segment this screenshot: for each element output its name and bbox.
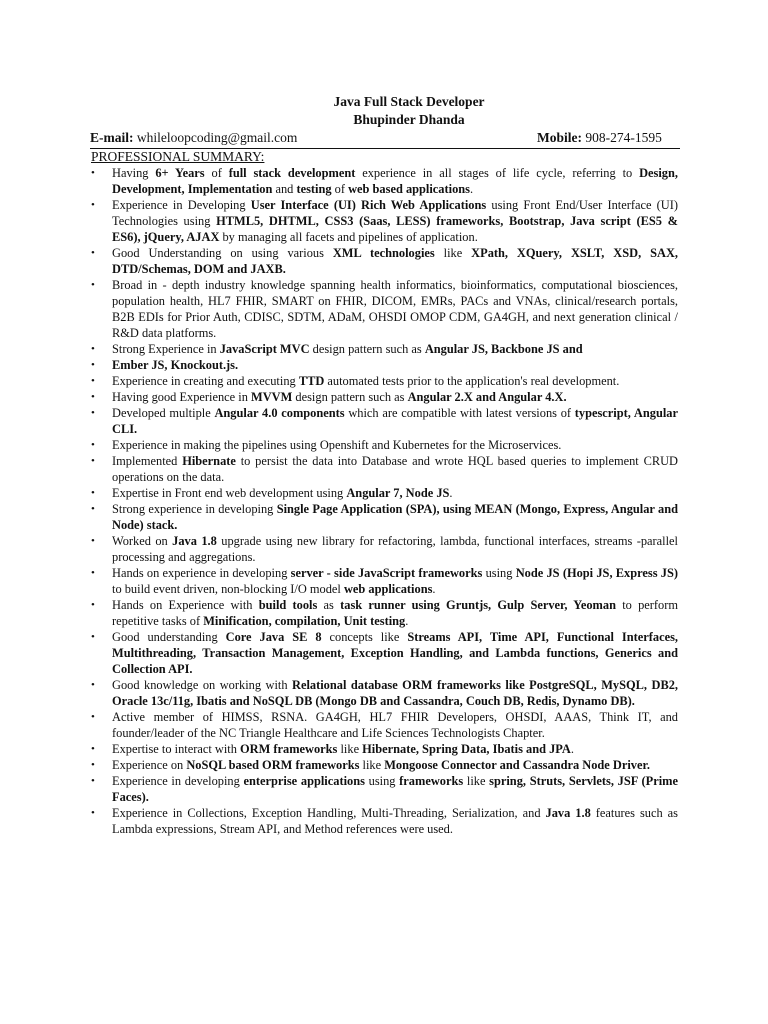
- summary-bullet-text: [112, 438, 561, 452]
- bullet-text-run: Experience in Collections, Exception Handling, Multi-Threading, Serialization, and: [112, 806, 546, 820]
- bullet-icon: •: [91, 343, 95, 355]
- summary-bullet-item: [91, 277, 678, 341]
- bullet-text-run: web applications: [343, 582, 433, 596]
- bullet-icon: •: [91, 807, 95, 819]
- summary-bullet-text: [112, 166, 678, 196]
- summary-bullet-item: [91, 805, 678, 837]
- summary-bullet-item: [91, 597, 678, 629]
- professional-summary-list: [91, 165, 678, 837]
- mobile-label: Mobile:: [537, 130, 582, 145]
- summary-bullet-text: [112, 390, 567, 404]
- summary-bullet-item: [91, 565, 678, 597]
- bullet-icon: •: [91, 711, 95, 723]
- bullet-icon: •: [91, 743, 95, 755]
- bullet-text-run: Minification, compilation, Unit testing: [203, 614, 406, 628]
- summary-bullet-text: [112, 502, 678, 532]
- bullet-text-run: like: [463, 774, 490, 788]
- bullet-text-run: Relational database ORM frameworks like PostgreSQL, MySQL, DB2, Oracle 13c/11g, Ibatis and NoSQL DB (Mongo DB and Cassandra, Couch DB, Redis, Dynamo DB).: [112, 678, 679, 708]
- bullet-text-run: using: [482, 566, 516, 580]
- bullet-icon: •: [91, 567, 95, 579]
- candidate-name: Bhupinder Dhanda: [353, 112, 465, 127]
- professional-summary-heading: PROFESSIONAL SUMMARY:: [91, 149, 265, 164]
- bullet-icon: •: [91, 535, 95, 547]
- bullet-text-run: typescript, Angular CLI.: [112, 406, 678, 436]
- bullet-text-run: ORM frameworks: [240, 742, 338, 756]
- bullet-icon: •: [91, 391, 95, 403]
- bullet-icon: •: [91, 167, 95, 179]
- bullet-icon: •: [91, 679, 95, 691]
- summary-bullet-item: [91, 773, 678, 805]
- bullet-text-run: which are compatible with latest versions of: [344, 406, 575, 420]
- summary-bullet-item: [91, 741, 678, 757]
- bullet-text-run: frameworks: [399, 774, 464, 788]
- bullet-text-run: Expertise in Front end web development using: [112, 486, 347, 500]
- bullet-icon: •: [91, 439, 95, 451]
- summary-bullet-text: [112, 630, 678, 676]
- bullet-text-run: automated tests prior to the application's real development.: [324, 374, 620, 388]
- bullet-icon: •: [91, 487, 95, 499]
- bullet-text-run: Streams API, Time API, Functional Interfaces, Multithreading, Transaction Management, Exception Handling, and Lambda functions, Generics and Collection API.: [112, 630, 679, 676]
- bullet-text-run: TTD: [298, 374, 325, 388]
- bullet-text-run: enterprise applications: [243, 774, 365, 788]
- summary-bullet-text: [112, 406, 678, 436]
- job-title: Java Full Stack Developer: [333, 94, 485, 109]
- bullet-text-run: to build event driven, non-blocking I/O model: [112, 582, 344, 596]
- bullet-text-run: Expertise to interact with: [112, 742, 240, 756]
- summary-bullet-text: [112, 678, 678, 708]
- bullet-text-run: web based applications: [348, 182, 470, 196]
- mobile-block: [537, 129, 662, 147]
- bullet-text-run: Worked on: [112, 534, 173, 548]
- bullet-text-run: Developed multiple: [112, 406, 215, 420]
- summary-bullet-text: [112, 534, 678, 564]
- bullet-text-run: Experience in developing: [112, 774, 244, 788]
- bullet-text-run: JavaScript MVC: [219, 342, 310, 356]
- summary-bullet-text: [112, 566, 678, 596]
- bullet-text-run: Having good Experience in: [112, 390, 252, 404]
- summary-bullet-item: [91, 405, 678, 437]
- summary-bullet-item: [91, 197, 678, 245]
- bullet-text-run: Hibernate, Spring Data, Ibatis and JPA: [362, 742, 571, 756]
- bullet-text-run: like: [359, 758, 385, 772]
- summary-bullet-text: [112, 278, 678, 340]
- bullet-text-run: Node JS (Hopi JS, Express JS): [515, 566, 679, 580]
- bullet-icon: •: [91, 759, 95, 771]
- summary-bullet-item: [91, 357, 678, 373]
- summary-bullet-item: [91, 165, 678, 197]
- bullet-text-run: like: [434, 246, 472, 260]
- bullet-icon: •: [91, 247, 95, 259]
- bullet-text-run: design pattern such as: [292, 390, 408, 404]
- summary-bullet-item: [91, 245, 678, 277]
- bullet-text-run: Having: [112, 166, 156, 180]
- bullet-icon: •: [91, 599, 95, 611]
- bullet-text-run: Angular JS, Backbone JS and: [424, 342, 583, 356]
- bullet-icon: •: [91, 279, 95, 291]
- summary-bullet-text: [112, 246, 678, 276]
- bullet-text-run: XPath, XQuery, XSLT, XSD, SAX, DTD/Schemas, DOM and JAXB.: [112, 246, 678, 276]
- bullet-text-run: Java 1.8: [545, 806, 591, 820]
- summary-bullet-item: [91, 437, 678, 453]
- bullet-text-run: using Front End/User Interface (UI) Technologies using: [112, 198, 678, 228]
- bullet-text-run: Experience in creating and executing: [112, 374, 299, 388]
- summary-bullet-item: [91, 757, 678, 773]
- bullet-text-run: .: [432, 582, 436, 596]
- bullet-text-run: server - side JavaScript frameworks: [290, 566, 483, 580]
- bullet-text-run: Angular 2.X and Angular 4.X.: [407, 390, 567, 404]
- bullet-text-run: features such as Lambda expressions, Stream API, and Method references were used.: [112, 806, 678, 836]
- bullet-text-run: by managing all facets and pipelines of application.: [219, 230, 478, 244]
- bullet-text-run: Hibernate: [182, 454, 236, 468]
- bullet-text-run: Hands on experience in developing: [112, 566, 291, 580]
- bullet-text-run: Good understanding: [112, 630, 226, 644]
- bullet-text-run: Single Page Application (SPA), using MEAN (Mongo, Express, Angular and Node) stack.: [112, 502, 679, 532]
- bullet-text-run: design pattern such as: [309, 342, 425, 356]
- mobile-value: 908-274-1595: [585, 130, 662, 145]
- bullet-text-run: Strong Experience in: [112, 342, 220, 356]
- summary-bullet-item: [91, 373, 678, 389]
- email-block: [90, 129, 297, 147]
- bullet-text-run: concepts like: [321, 630, 408, 644]
- bullet-icon: •: [91, 407, 95, 419]
- bullet-text-run: .: [405, 614, 409, 628]
- summary-bullet-text: [112, 358, 238, 372]
- summary-bullet-item: [91, 453, 678, 485]
- summary-bullet-text: [112, 342, 583, 356]
- summary-bullet-item: [91, 341, 678, 357]
- bullet-text-run: NoSQL based ORM frameworks: [186, 758, 360, 772]
- bullet-icon: •: [91, 199, 95, 211]
- bullet-icon: •: [91, 503, 95, 515]
- bullet-text-run: MVVM: [251, 390, 293, 404]
- bullet-text-run: Strong experience in developing: [112, 502, 277, 516]
- summary-bullet-text: [112, 806, 678, 836]
- bullet-text-run: Active member of HIMSS, RSNA. GA4GH, HL7 FHIR Developers, OHSDI, AAAS, Think IT, and founder/leader of the NC Triangle Healthcare and Life Sciences Technologists Chapter.: [112, 710, 678, 740]
- summary-bullet-item: [91, 389, 678, 405]
- bullet-text-run: .: [469, 182, 474, 196]
- summary-bullet-text: [112, 374, 619, 388]
- bullet-text-run: like: [337, 742, 363, 756]
- bullet-text-run: User Interface (UI) Rich Web Applications: [250, 198, 487, 212]
- bullet-text-run: Design, Development, Implementation: [112, 166, 678, 196]
- bullet-text-run: Experience in Developing: [112, 198, 251, 212]
- bullet-text-run: Angular 7, Node JS: [346, 486, 450, 500]
- bullet-text-run: build tools: [258, 598, 318, 612]
- bullet-text-run: task runner using Gruntjs, Gulp Server, Yeoman: [340, 598, 616, 612]
- bullet-text-run: Good knowledge on working with: [112, 678, 293, 692]
- summary-bullet-text: [112, 598, 678, 628]
- bullet-text-run: as: [317, 598, 341, 612]
- bullet-text-run: of: [204, 166, 229, 180]
- summary-bullet-text: [112, 454, 678, 484]
- email-value[interactable]: whileloopcoding@gmail.com: [136, 130, 298, 145]
- bullet-text-run: HTML5, DHTML, CSS3 (Saas, LESS) frameworks, Bootstrap, Java script (ES5 & ES6), jQuery, AJAX: [112, 214, 678, 244]
- bullet-text-run: Core Java SE 8: [225, 630, 322, 644]
- summary-bullet-text: [112, 486, 453, 500]
- bullet-text-run: Hands on Experience with: [112, 598, 259, 612]
- bullet-text-run: spring, Struts, Servlets, JSF (Prime Faces).: [112, 774, 678, 804]
- summary-bullet-item: [91, 677, 678, 709]
- summary-bullet-text: [112, 198, 678, 244]
- bullet-text-run: of: [331, 182, 349, 196]
- bullet-text-run: full stack development: [228, 166, 356, 180]
- bullet-text-run: XML technologies: [332, 246, 435, 260]
- contact-row: [90, 129, 680, 147]
- bullet-text-run: Good Understanding on using various: [112, 246, 333, 260]
- email-label: E-mail:: [90, 130, 134, 145]
- bullet-icon: •: [91, 375, 95, 387]
- summary-bullet-item: [91, 709, 678, 741]
- bullet-text-run: Experience on: [112, 758, 187, 772]
- summary-bullet-text: [112, 710, 678, 740]
- bullet-text-run: testing: [296, 182, 332, 196]
- bullet-text-run: Implemented: [112, 454, 183, 468]
- bullet-icon: •: [91, 631, 95, 643]
- summary-bullet-item: [91, 485, 678, 501]
- summary-bullet-text: [112, 758, 650, 772]
- bullet-text-run: to perform repetitive tasks of: [112, 598, 678, 628]
- bullet-text-run: 6+ Years: [155, 166, 205, 180]
- bullet-text-run: Ember JS, Knockout.js.: [112, 358, 239, 372]
- bullet-text-run: Broad in - depth industry knowledge spanning health informatics, bioinformatics, computational biosciences, population health, HL7 FHIR, SMART on FHIR, DICOM, EMRs, PACs and VNAs, clinical/research portals, B2B EDIs for Prior Auth, CDISC, SDTM, ADaM, OHSDI OMOP CDM, GA4GH, and next generation clinical / R&D data platforms.: [112, 278, 678, 340]
- bullet-text-run: and: [272, 182, 297, 196]
- bullet-text-run: to persist the data into Database and wrote HQL based queries to implement CRUD operations on the data.: [112, 454, 678, 484]
- bullet-icon: •: [91, 775, 95, 787]
- bullet-text-run: .: [570, 742, 574, 756]
- bullet-text-run: Java 1.8: [172, 534, 217, 548]
- summary-bullet-text: [112, 774, 678, 804]
- bullet-icon: •: [91, 455, 95, 467]
- summary-bullet-item: [91, 501, 678, 533]
- bullet-text-run: .: [449, 486, 453, 500]
- summary-bullet-item: [91, 533, 678, 565]
- bullet-text-run: Angular 4.0 components: [214, 406, 345, 420]
- bullet-icon: •: [91, 359, 95, 371]
- bullet-text-run: Experience in making the pipelines using Openshift and Kubernetes for the Microservices.: [112, 438, 562, 452]
- bullet-text-run: using: [364, 774, 400, 788]
- summary-bullet-text: [112, 742, 574, 756]
- summary-bullet-item: [91, 629, 678, 677]
- bullet-text-run: experience in all stages of life cycle, referring to: [355, 166, 640, 180]
- bullet-text-run: upgrade using new library for refactoring, lambda, functional interfaces, streams -parallel processing and aggregations.: [112, 534, 679, 564]
- bullet-text-run: Mongoose Connector and Cassandra Node Driver.: [384, 758, 650, 772]
